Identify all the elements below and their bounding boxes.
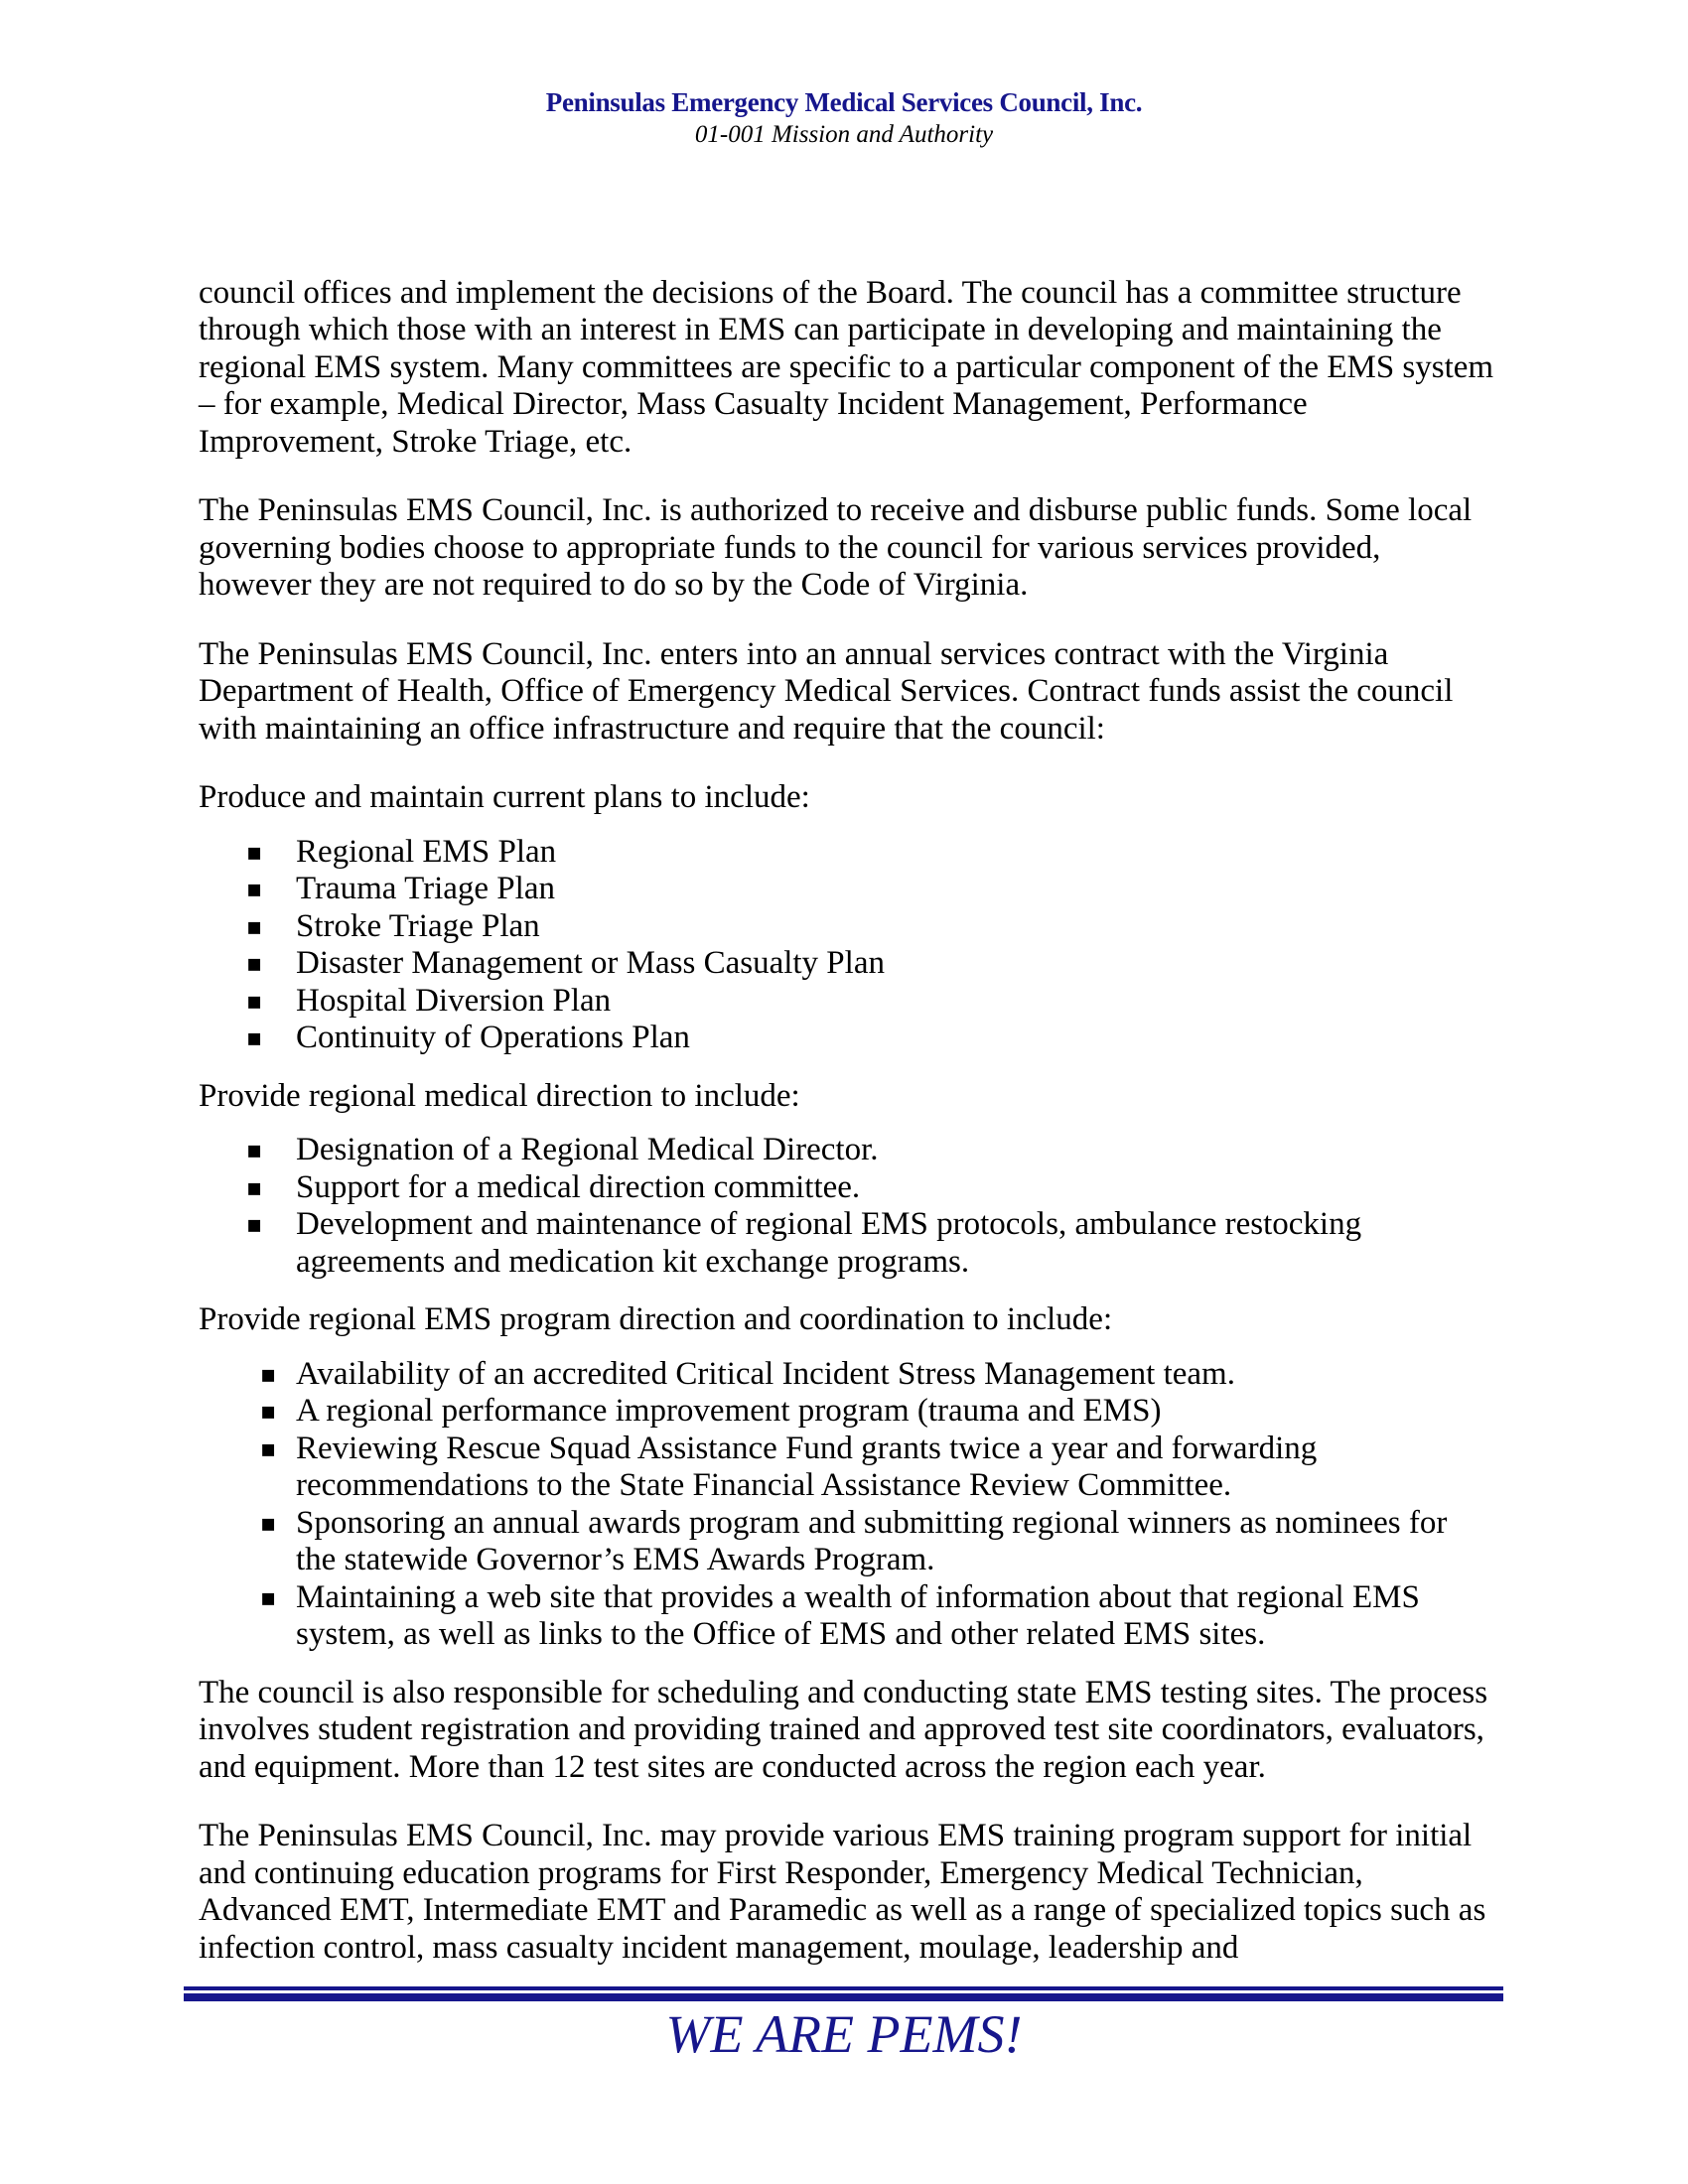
list-medical-direction [199, 1132, 1494, 1281]
list-item-text: Development and maintenance of regional EMS protocols, ambulance restocking agreements and medication kit exchange programs. [296, 1206, 1362, 1280]
document-body [199, 275, 1494, 1968]
bullet-square-icon: ▪ [246, 1172, 263, 1201]
document-header [0, 0, 1688, 150]
list-item-text: Regional EMS Plan [296, 833, 557, 870]
list-item-text: Availability of an accredited Critical Incident Stress Management team. [296, 1355, 1235, 1392]
bullet-square-icon: ▪ [246, 949, 263, 978]
document-title: Peninsulas Emergency Medical Services Council, Inc. [545, 87, 1143, 117]
list-item-text: Disaster Management or Mass Casualty Plan [296, 945, 885, 982]
list-item [199, 1393, 1494, 1431]
document-footer [0, 1986, 1688, 2064]
list-plans [199, 834, 1494, 1057]
list-item [199, 1579, 1494, 1654]
list-item-text: Continuity of Operations Plan [296, 1020, 690, 1056]
bullet-square-icon: ▪ [260, 1508, 277, 1537]
list-item [199, 834, 1494, 872]
lead-in-program-direction: Provide regional EMS program direction and coordination to include: [199, 1301, 1113, 1338]
list-item-text: Stroke Triage Plan [296, 907, 540, 944]
bullet-square-icon: ▪ [260, 1582, 277, 1611]
list-item [199, 1169, 1494, 1207]
bullet-square-icon: ▪ [246, 875, 263, 903]
bullet-square-icon: ▪ [260, 1397, 277, 1426]
bullet-square-icon: ▪ [246, 911, 263, 940]
bullet-square-icon: ▪ [246, 837, 263, 866]
paragraph-public-funds: The Peninsulas EMS Council, Inc. is authorized to receive and disburse public funds. Some local governing bodies choose to appropriate funds to the council for various services provided, however they are not required to do so by the Code of Virginia. [199, 492, 1473, 604]
list-item [199, 1356, 1494, 1394]
footer-slogan: WE ARE PEMS! [665, 2004, 1023, 2064]
list-item [199, 1206, 1494, 1281]
list-item [199, 983, 1494, 1021]
bullet-square-icon: ▪ [246, 1210, 263, 1239]
list-item [199, 1505, 1494, 1579]
list-item [199, 945, 1494, 983]
paragraph-training-support: The Peninsulas EMS Council, Inc. may provide various EMS training program support for initial and continuing education programs for First Responder, Emergency Medical Technician, Advanced EMT, Intermediate EMT and Paramedic as well as a range of specialized topics such as infection control, mass casualty incident management, moulage, leadership and [199, 1818, 1486, 1966]
list-program-direction [199, 1356, 1494, 1654]
bullet-square-icon: ▪ [246, 986, 263, 1015]
paragraph-committee-structure: council offices and implement the decisions of the Board. The council has a committee structure through which those with an interest in EMS can participate in developing and maintaining the regional EMS system. Many committees are specific to a particular component of the EMS system – for example, Medical Director, Mass Casualty Incident Management, Performance Improvement, Stroke Triage, etc. [199, 274, 1494, 460]
bullet-square-icon: ▪ [246, 1024, 263, 1052]
list-item [199, 1431, 1494, 1505]
document-subtitle: 01-001 Mission and Authority [694, 121, 994, 149]
list-item-text: Hospital Diversion Plan [296, 982, 612, 1019]
list-item-text: Trauma Triage Plan [296, 871, 555, 907]
paragraph-testing-sites: The council is also responsible for scheduling and conducting state EMS testing sites. The process involves student registration and providing trained and approved test site coordinators, evaluators, and equipment. More than 12 test sites are conducted across the region each year. [199, 1674, 1488, 1785]
list-item [199, 1132, 1494, 1169]
list-item-text: Reviewing Rescue Squad Assistance Fund grants twice a year and forwarding recommendations to the State Financial Assistance Review Committee. [296, 1430, 1318, 1504]
lead-in-medical-direction: Provide regional medical direction to include: [199, 1077, 800, 1114]
list-item-text: Sponsoring an annual awards program and submitting regional winners as nominees for the statewide Governor’s EMS Awards Program. [296, 1504, 1448, 1578]
paragraph-services-contract: The Peninsulas EMS Council, Inc. enters into an annual services contract with the Virginia Department of Health, Office of Emergency Medical Services. Contract funds assist the council with maintaining an office infrastructure and require that the council: [199, 635, 1454, 747]
lead-in-plans: Produce and maintain current plans to include: [199, 779, 810, 816]
bullet-square-icon: ▪ [246, 1136, 263, 1164]
list-item [199, 871, 1494, 908]
list-item-text: Maintaining a web site that provides a wealth of information about that regional EMS system, as well as links to the Office of EMS and other related EMS sites. [296, 1578, 1420, 1653]
list-item-text: A regional performance improvement program (trauma and EMS) [296, 1393, 1162, 1430]
bullet-square-icon: ▪ [260, 1359, 277, 1388]
list-item-text: Support for a medical direction committee. [296, 1168, 861, 1205]
list-item [199, 908, 1494, 946]
footer-divider [184, 1986, 1503, 2001]
list-item-text: Designation of a Regional Medical Director. [296, 1132, 879, 1168]
bullet-square-icon: ▪ [260, 1433, 277, 1462]
list-item [199, 1020, 1494, 1057]
